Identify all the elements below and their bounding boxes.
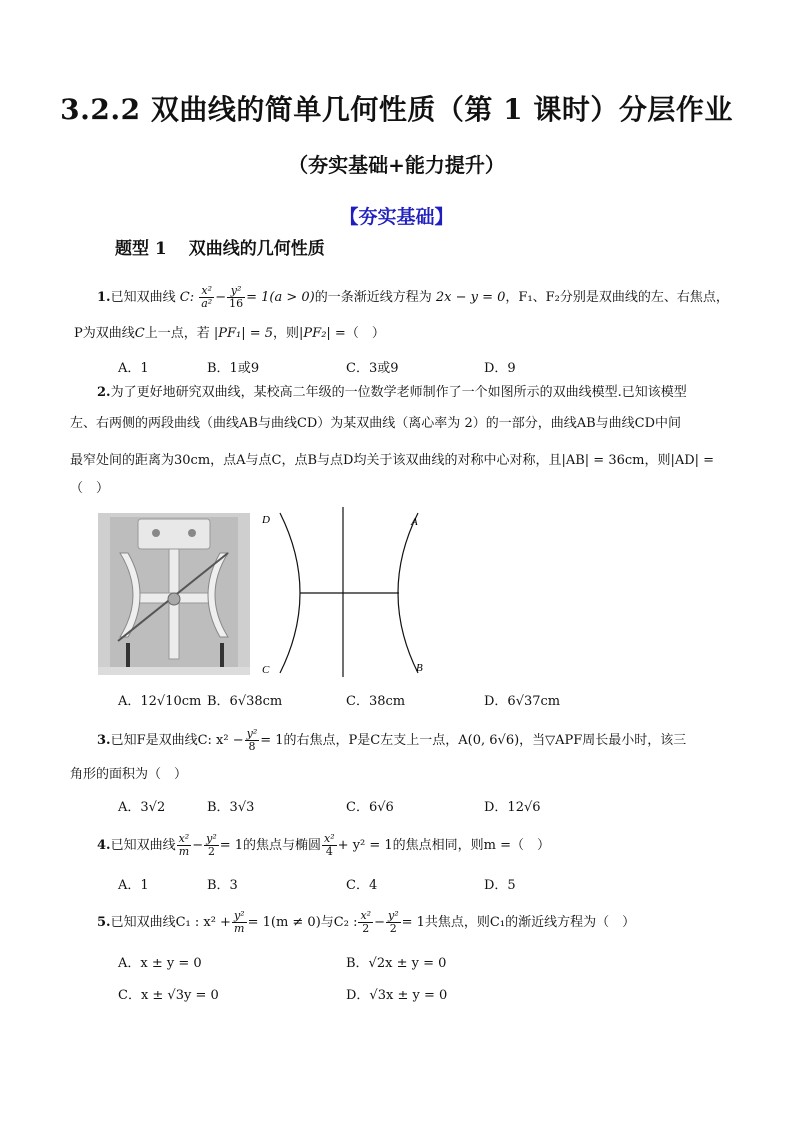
section-heading: 【夯实基础】 bbox=[339, 206, 454, 228]
hyperbola-diagram-svg bbox=[258, 505, 438, 680]
page-title: 3.2.2 双曲线的简单几何性质（第 1 课时）分层作业 bbox=[60, 93, 733, 126]
q4-frac-ellipse: $\frac{\text{x²}}{4}$ bbox=[324, 832, 335, 858]
label-a: A bbox=[411, 516, 418, 528]
q1-line2-b: 上一点，若 bbox=[144, 326, 210, 341]
q4-text-1: 已知双曲线 bbox=[110, 838, 176, 853]
q1-line-2: P为双曲线C上一点，若 |PF₁| = 5，则|PF₂| =（ ） bbox=[74, 326, 385, 341]
q1-line2-d: （ ） bbox=[345, 326, 385, 341]
q3-option-a[interactable]: A．3√2 bbox=[118, 800, 166, 815]
q3-option-b[interactable]: B．3√3 bbox=[207, 800, 255, 815]
q5-option-d[interactable]: D．√3x ± y = 0 bbox=[346, 988, 448, 1003]
q5-text-3: = 1共焦点，则C₁的渐近线方程为（ ） bbox=[401, 915, 636, 930]
q1-text-3: ，F₁、F₂分别是双曲线 bbox=[505, 290, 638, 305]
q1-line2-c: ，则 bbox=[273, 326, 300, 341]
q2-option-a[interactable]: A．12√10cm bbox=[118, 694, 202, 709]
curve-cd bbox=[280, 513, 300, 673]
q2-option-d[interactable]: D．6√37cm bbox=[484, 694, 561, 709]
q4-frac-x: $\frac{\text{x²}}{m}$ bbox=[178, 832, 190, 858]
q2-line-2: 左、右两侧的两段曲线（曲线AB与曲线CD）为某双曲线（离心率为 2）的一部分，曲线AB与曲线CD中间 bbox=[70, 416, 682, 431]
question-type-label: 题型 1 bbox=[115, 239, 167, 259]
q5-text-2: = 1(m ≠ 0)与C₂ : bbox=[247, 915, 358, 930]
q4-option-c[interactable]: C．4 bbox=[346, 878, 378, 893]
q5-option-a[interactable]: A．x ± y = 0 bbox=[118, 956, 202, 971]
q2-line-4: （ ） bbox=[70, 481, 110, 496]
model-photo-drawing bbox=[98, 513, 250, 675]
q3-text-3: A(0, 6√6)，当▽APF周长最小时，该三 bbox=[458, 733, 687, 748]
hyperbola-model-photo bbox=[98, 513, 250, 675]
q3-line-2: 角形的面积为（ ） bbox=[70, 767, 188, 782]
q4-option-a[interactable]: A．1 bbox=[118, 878, 149, 893]
q1-text-4: 的左、右焦点， bbox=[637, 290, 729, 305]
q4-number: 4. bbox=[97, 838, 111, 853]
q2-line-3: 最窄处间的距离为30cm，点A与点C，点B与点D均关于该双曲线的对称中心对称，且|AB| = 36cm，则|AD| = bbox=[70, 453, 715, 468]
q5-number: 5. bbox=[97, 915, 111, 930]
q1-frac-x: $\frac{\text{x²}}{\text{a²}}$ bbox=[201, 284, 213, 310]
q3-option-c[interactable]: C．6√6 bbox=[346, 800, 394, 815]
q5-frac-c1: $\frac{\text{y²}}{m}$ bbox=[233, 909, 245, 935]
q4-text-2: = 1的焦点与椭圆 bbox=[219, 838, 322, 853]
q1-ask: |PF₂| = bbox=[299, 326, 346, 341]
page-subtitle: （夯实基础+能力提升） bbox=[288, 153, 505, 177]
q4-option-b[interactable]: B．3 bbox=[207, 878, 238, 893]
question-type-heading bbox=[115, 234, 325, 259]
q3-number: 3. bbox=[97, 733, 111, 748]
q5-option-c[interactable]: C．x ± √3y = 0 bbox=[118, 988, 219, 1003]
q1-text-2: 的一条渐近线方程为 bbox=[314, 290, 432, 305]
q1-curve-name: C: bbox=[179, 290, 195, 305]
curve-ab bbox=[398, 513, 418, 673]
q1-condition: |PF₁| = 5 bbox=[213, 326, 274, 341]
q1-text-1: 已知双曲线 bbox=[110, 290, 176, 305]
q1-line-1: 1.已知双曲线 C: $\frac{\text{x²}}{\text{a²}}$ − $\frac{\text{y²}}{16}$ = 1(a > 0)的一条渐近线方程为 2x − y = 0，F₁、F₂分别是双曲线的左、右焦点， bbox=[97, 284, 729, 310]
q2-option-b[interactable]: B．6√38cm bbox=[207, 694, 283, 709]
q4-text-3: + y² = 1的焦点相同，则m =（ ） bbox=[337, 838, 551, 853]
q1-frac-y: $\frac{\text{y²}}{16}$ bbox=[229, 284, 244, 310]
q5-text-1: 已知双曲线C₁ : x² + bbox=[110, 915, 231, 930]
label-c: C bbox=[262, 664, 270, 676]
q2-number: 2. bbox=[97, 385, 111, 400]
q1-number: 1. bbox=[97, 290, 111, 305]
q2-text-1: 为了更好地研究双曲线，某校高二年级的一位数学老师制作了一个如图所示的双曲线模型.已知该模型 bbox=[110, 385, 687, 400]
q5-option-b[interactable]: B．√2x ± y = 0 bbox=[346, 956, 447, 971]
label-d: D bbox=[262, 514, 270, 526]
q1-option-d[interactable]: D．9 bbox=[484, 361, 516, 376]
q1-option-b[interactable]: B．1或9 bbox=[207, 361, 260, 376]
q3-frac: $\frac{\text{y²}}{8}$ bbox=[246, 727, 258, 753]
q3-text-2: = 1的右焦点，P是C左支上一点， bbox=[260, 733, 459, 748]
q2-line-1 bbox=[97, 383, 687, 403]
q2-option-c[interactable]: C．38cm bbox=[346, 694, 406, 709]
q4-option-d[interactable]: D．5 bbox=[484, 878, 516, 893]
q5-line-1: 5.已知双曲线C₁ : x² + $\frac{\text{y²}}{m}$ = 1(m ≠ 0)与C₂ : $\frac{\text{x²}}{2}$ − $\frac{\text{y²}}{2}$ = 1共焦点，则C₁的渐近线方程为（ ） bbox=[97, 909, 636, 935]
hyperbola-diagram bbox=[258, 505, 438, 680]
q4-line-1: 4.已知双曲线 $\frac{\text{x²}}{m}$ − $\frac{\text{y²}}{2}$ = 1的焦点与椭圆 $\frac{\text{x²}}{4}$ + y² = 1的焦点相同，则m =（ ） bbox=[97, 832, 551, 858]
q1-line2-a: P为双曲线 bbox=[74, 326, 135, 341]
q4-frac-y: $\frac{\text{y²}}{2}$ bbox=[206, 832, 217, 858]
q3-line-1 bbox=[97, 728, 686, 753]
q1-option-c[interactable]: C．3或9 bbox=[346, 361, 399, 376]
q5-frac-c2x: $\frac{\text{x²}}{2}$ bbox=[360, 909, 372, 935]
q3-option-d[interactable]: D．12√6 bbox=[484, 800, 541, 815]
q3-text-1: 已知F是双曲线C: x² − bbox=[110, 733, 244, 748]
q1-asymptote: 2x − y = 0 bbox=[435, 290, 506, 305]
q5-frac-c2y: $\frac{\text{y²}}{2}$ bbox=[387, 909, 399, 935]
question-type-name: 双曲线的几何性质 bbox=[188, 239, 325, 259]
q1-option-a[interactable]: A．1 bbox=[118, 361, 149, 376]
label-b: B bbox=[416, 662, 423, 674]
